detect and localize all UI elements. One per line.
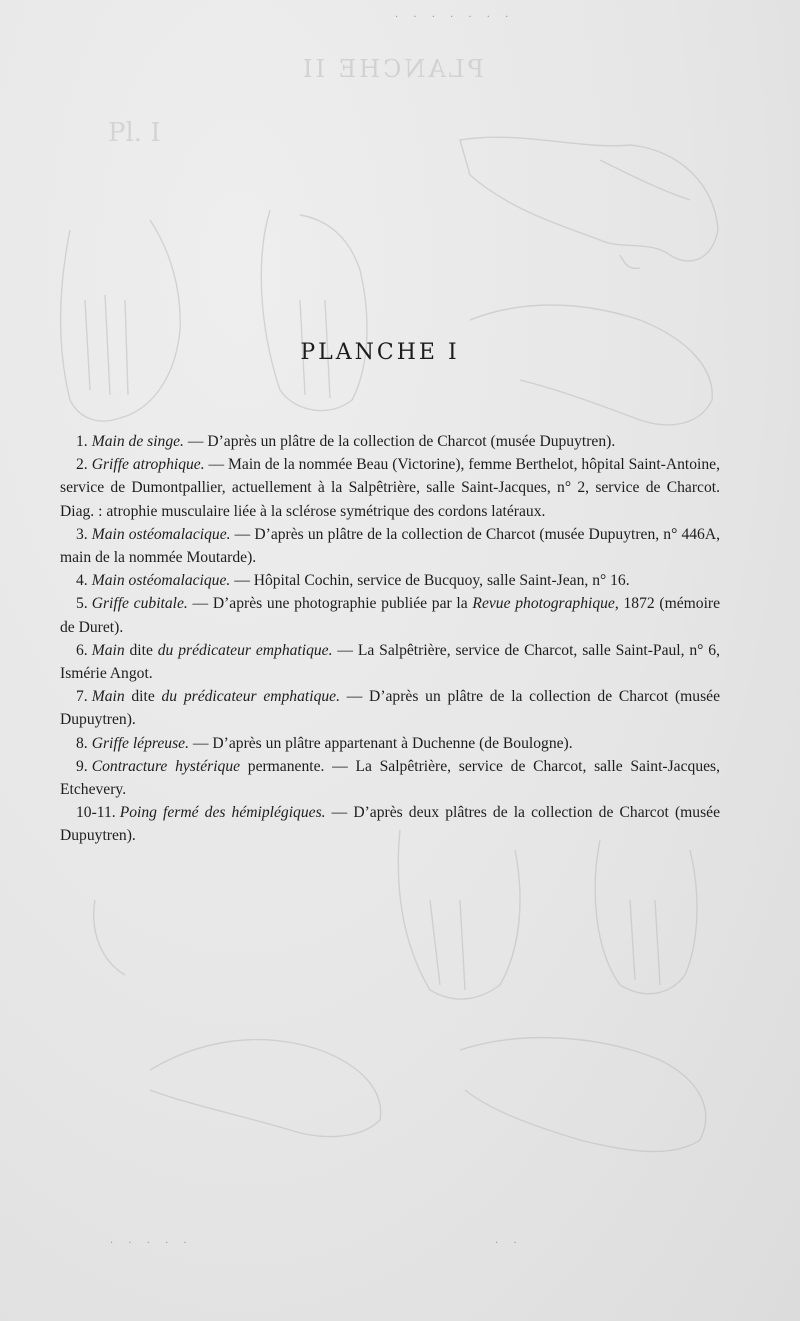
entry-number: 5.	[76, 595, 88, 613]
legend-entry	[60, 592, 720, 638]
entry-number: 4.	[76, 572, 88, 590]
legend-entry	[60, 801, 720, 847]
legend-entry	[60, 685, 720, 731]
entry-name-connector: dite	[124, 641, 158, 659]
entry-number: 1.	[76, 433, 88, 450]
bottom-smudges-left: · · · · ·	[110, 1238, 193, 1249]
entry-name: Griffe lépreuse.	[91, 734, 189, 752]
entry-name: Main ostéomalacique.	[91, 572, 231, 590]
entry-name: Griffe cubitale.	[91, 595, 188, 613]
entry-name: Poing fermé des hémiplégiques.	[119, 804, 326, 822]
entry-text: — Main de la nommée Beau (Victorine), femme Berthelot, hôpital Saint-Antoine, service de Dumontpallier, actuellement à la Salpêtrière, salle Saint-Jacques, n° 2, service de Charcot. Diag. : atrophie musculaire liée à la sclérose symétrique des cordons latéraux.	[60, 456, 721, 520]
entry-number: 2.	[76, 456, 88, 474]
entry-name-suffix: permanente.	[240, 757, 325, 775]
legend-entry	[60, 453, 720, 523]
legend-entry	[60, 569, 720, 592]
entry-text: — D’après un plâtre de la collection de Charcot (musée Dupuytren, n° 446A, main de la nommée Moutarde).	[60, 525, 720, 567]
entry-number: 6.	[76, 641, 88, 659]
entry-text: — La Salpêtrière, service de Charcot, salle Saint-Jacques, Etchevery.	[60, 757, 721, 799]
legend-entry	[60, 755, 720, 801]
entry-journal-title: Revue photographique	[472, 595, 615, 613]
entry-name: Main	[91, 641, 125, 659]
plate-title: PLANCHE I	[300, 340, 460, 365]
entry-text: — D’après un plâtre appartenant à Duchenne (de Boulogne).	[189, 734, 573, 752]
entry-text: — D’après un plâtre de la collection de Charcot (musée Dupuytren).	[60, 688, 721, 729]
entry-name-continued: du prédicateur emphatique.	[161, 688, 340, 706]
top-smudges: · · · · · · ·	[395, 12, 515, 23]
entry-number: 3.	[76, 525, 88, 543]
entry-name-connector: dite	[124, 688, 162, 706]
entry-name-continued: du prédicateur emphatique.	[157, 641, 333, 659]
entry-number: 10-11.	[76, 804, 116, 822]
entry-text: , 1872 (mémoire de Duret).	[60, 595, 721, 636]
show-through-heading: PLANCHE II	[300, 55, 484, 83]
legend-entry	[60, 430, 720, 453]
entry-text: — La Salpêtrière, service de Charcot, salle Saint-Paul, n° 6, Ismérie Angot.	[60, 641, 720, 683]
entry-name: Contracture hystérique	[91, 757, 241, 775]
bottom-smudges-right: · ·	[495, 1238, 523, 1249]
entry-name: Main ostéomalacique.	[91, 525, 231, 543]
legend-entry	[60, 732, 720, 755]
entry-number: 8.	[76, 734, 88, 752]
entry-number: 9.	[76, 757, 88, 775]
entry-name: Main	[91, 688, 125, 706]
entry-text: — D’après deux plâtres de la collection de Charcot (musée Dupuytren).	[60, 804, 720, 845]
entry-text: — Hôpital Cochin, service de Bucquoy, salle Saint-Jean, n° 16.	[230, 572, 630, 590]
legend-entry	[60, 523, 720, 569]
entry-text-before: — D’après une photographie publiée par la	[187, 595, 473, 613]
entry-name: Main de singe.	[91, 433, 184, 450]
plate-legend	[60, 430, 720, 848]
entry-text: — D’après un plâtre de la collection de Charcot (musée Dupuytren).	[183, 433, 616, 450]
entry-number: 7.	[76, 688, 88, 706]
show-through-mark: Pl. I	[108, 118, 161, 148]
entry-name: Griffe atrophique.	[91, 456, 205, 474]
legend-entry	[60, 639, 720, 685]
